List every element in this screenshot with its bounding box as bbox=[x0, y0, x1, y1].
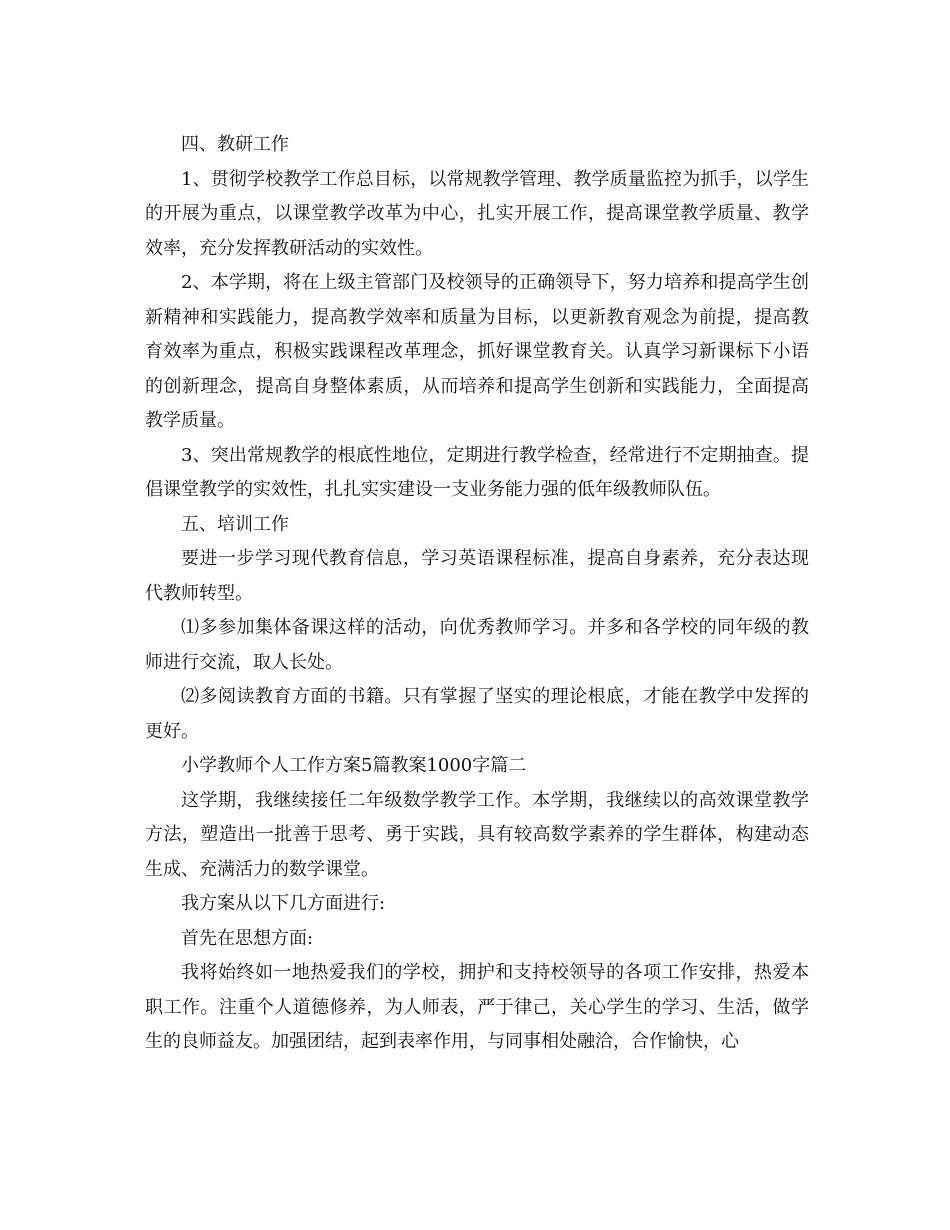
article-subtitle: 小学教师个人工作方案5篇教案1000字篇二 bbox=[181, 755, 527, 776]
paragraph: 1、贯彻学校教学工作总目标，以常规教学管理、教学质量监控为抓手，以学生的开展为重点，以课堂教学改革为中心，扎实开展工作，提高课堂教学质量、教学效率，充分发挥教研活动的实效性。 bbox=[145, 168, 809, 259]
paragraph: 我将始终如一地热爱我们的学校，拥护和支持校领导的各项工作安排，热爱本职工作。注重个人道德修养，为人师表，严于律己，关心学生的学习、生活，做学生的良师益友。加强团结，起到表率作用，与同事相处融洽，合作愉快，心 bbox=[145, 962, 809, 1052]
paragraph: 要进一步学习现代教育信息，学习英语课程标准，提高自身素养，充分表达现代教师转型。 bbox=[145, 548, 809, 604]
paragraph: 我方案从以下几方面进行: bbox=[181, 893, 386, 914]
paragraph: ⑵多阅读教育方面的书籍。只有掌握了坚实的理论根底，才能在教学中发挥的更好。 bbox=[145, 686, 809, 742]
paragraph: 2、本学期，将在上级主管部门及校领导的正确领导下，努力培养和提高学生创新精神和实践能力，提高教学效率和质量为目标，以更新教育观念为前提，提高教育效率为重点，积极实践课程改革理念，抓好课堂教育关。认真学习新课标下小语的创新理念，提高自身整体素质，从而培养和提高学生创新和实践能力，全面提高教学质量。 bbox=[145, 272, 809, 431]
paragraph: 这学期，我继续接任二年级数学教学工作。本学期，我继续以的高效课堂教学方法，塑造出一批善于思考、勇于实践，具有较高数学素养的学生群体，构建动态生成、充满活力的数学课堂。 bbox=[145, 789, 809, 880]
paragraph: 3、突出常规教学的根底性地位，定期进行教学检查，经常进行不定期抽查。提倡课堂教学的实效性，扎扎实实建设一支业务能力强的低年级教师队伍。 bbox=[145, 444, 809, 500]
section-heading-training: 五、培训工作 bbox=[181, 513, 289, 535]
document-body bbox=[145, 128, 809, 1060]
section-heading-research: 四、教研工作 bbox=[181, 134, 289, 155]
paragraph: ⑴多参加集体备课这样的活动，向优秀教师学习。并多和各学校的同年级的教师进行交流，取人长处。 bbox=[145, 617, 809, 673]
paragraph: 首先在思想方面: bbox=[181, 927, 314, 949]
